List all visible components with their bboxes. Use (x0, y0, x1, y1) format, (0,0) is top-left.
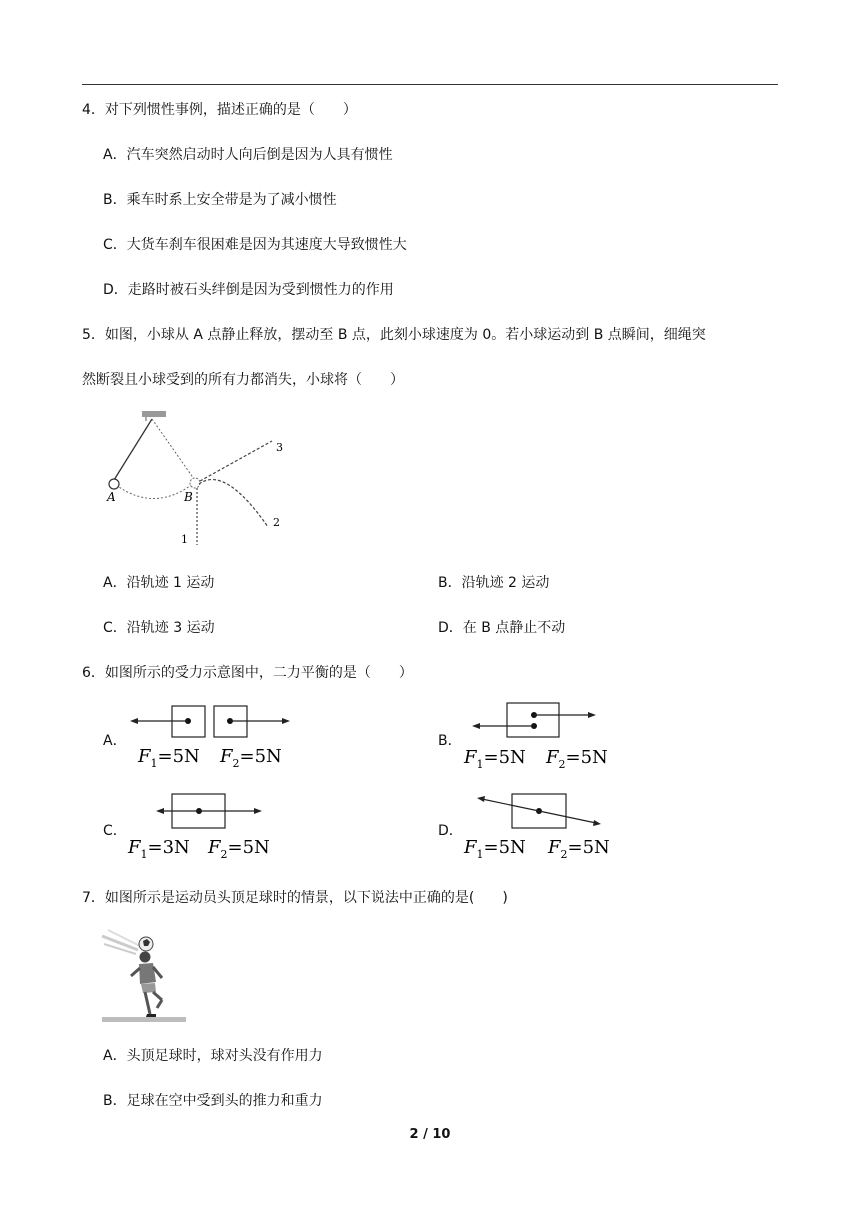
svg-text:F1=3N: $F_1=3N$ (128, 837, 190, 861)
q5-stem-line2: 然断裂且小球受到的所有力都消失，小球将（ ） (82, 372, 404, 388)
svg-text:F2=5N: $F_2=5N$ (548, 837, 610, 861)
q6-stem: 6．如图所示的受力示意图中，二力平衡的是（ ） (82, 665, 413, 681)
svg-text:F2=5N (219, 746, 282, 770)
q6-option-d-letter[interactable]: D． (438, 823, 463, 839)
q6-b-f2-value: =5N (565, 747, 608, 768)
q6-d-f2-value: =5N (567, 837, 610, 858)
ball-at-b (190, 478, 200, 488)
q4-option-a[interactable]: A．汽车突然启动时人向后倒是因为人具有惯性 (103, 147, 393, 163)
svg-text:F2=5N: $F_2=5N$ (546, 747, 608, 771)
q6-diagram-a (128, 704, 298, 774)
q6-c-f2-value: =5N (227, 837, 270, 858)
q6-option-b-letter[interactable]: B． (438, 733, 462, 749)
q6-a-f2-value: =5N (239, 746, 282, 767)
force-f1-symbol: F (138, 746, 151, 767)
label-track-2: 2 (273, 516, 280, 529)
q7-stem: 7．如图所示是运动员头顶足球时的情景，以下说法中正确的是( ) (82, 890, 508, 906)
q6-option-a-letter[interactable]: A． (103, 733, 127, 749)
q6-c-f1-value: =3N (147, 837, 190, 858)
q5-option-c[interactable]: C．沿轨迹 3 运动 (103, 620, 215, 636)
force-f2-subscript: 2 (232, 757, 240, 770)
pendulum-support (142, 411, 166, 417)
force-f1-subscript: 1 (150, 757, 158, 770)
header-player-figure (100, 926, 188, 1024)
q7-option-b[interactable]: B．足球在空中受到头的推力和重力 (103, 1093, 323, 1109)
q4-option-d[interactable]: D．走路时被石头绊倒是因为受到惯性力的作用 (103, 282, 394, 298)
swing-arc (116, 483, 194, 499)
q6-a-f1-value: =5N (157, 746, 200, 767)
q7-option-a[interactable]: A．头顶足球时，球对头没有作用力 (103, 1048, 323, 1064)
header-rule (82, 84, 778, 85)
svg-text:F1=5N (137, 746, 200, 770)
track-2 (199, 480, 268, 527)
page-number: 2 / 10 (409, 1127, 451, 1142)
q4-stem: 4．对下列惯性事例，描述正确的是（ ） (82, 102, 357, 118)
label-track-3: 3 (276, 441, 283, 454)
q6-diagram-d (462, 792, 632, 864)
q6-diagram-c (126, 792, 296, 864)
label-a: A (107, 490, 116, 504)
label-track-1: 1 (181, 533, 188, 546)
q6-b-f1-value: =5N (483, 747, 526, 768)
pendulum-string (114, 419, 152, 480)
track-3 (200, 441, 272, 481)
svg-text:F1=5N: $F_1=5N$ (464, 837, 526, 861)
q6-option-c-letter[interactable]: C． (103, 823, 127, 839)
q5-option-b[interactable]: B．沿轨迹 2 运动 (438, 575, 550, 591)
q6-d-f1-value: =5N (483, 837, 526, 858)
svg-text:F1=5N: $F_1=5N$ (464, 747, 526, 771)
svg-text:F2=5N: $F_2=5N$ (208, 837, 270, 861)
ball-at-a (109, 479, 119, 489)
pendulum-figure (100, 405, 300, 550)
q5-stem-line1: 5．如图，小球从 A 点静止释放，摆动至 B 点，此刻小球速度为 0。若小球运动到 B 点瞬间，细绳突 (82, 327, 706, 343)
q4-option-c[interactable]: C．大货车刹车很困难是因为其速度大导致惯性大 (103, 237, 407, 253)
q5-option-d[interactable]: D．在 B 点静止不动 (438, 620, 566, 636)
q5-option-a[interactable]: A．沿轨迹 1 运动 (103, 575, 215, 591)
q6-diagram-b (462, 702, 632, 774)
label-b: B (184, 490, 193, 504)
q4-option-b[interactable]: B．乘车时系上安全带是为了减小惯性 (103, 192, 337, 208)
force-f2-symbol: F (220, 746, 233, 767)
